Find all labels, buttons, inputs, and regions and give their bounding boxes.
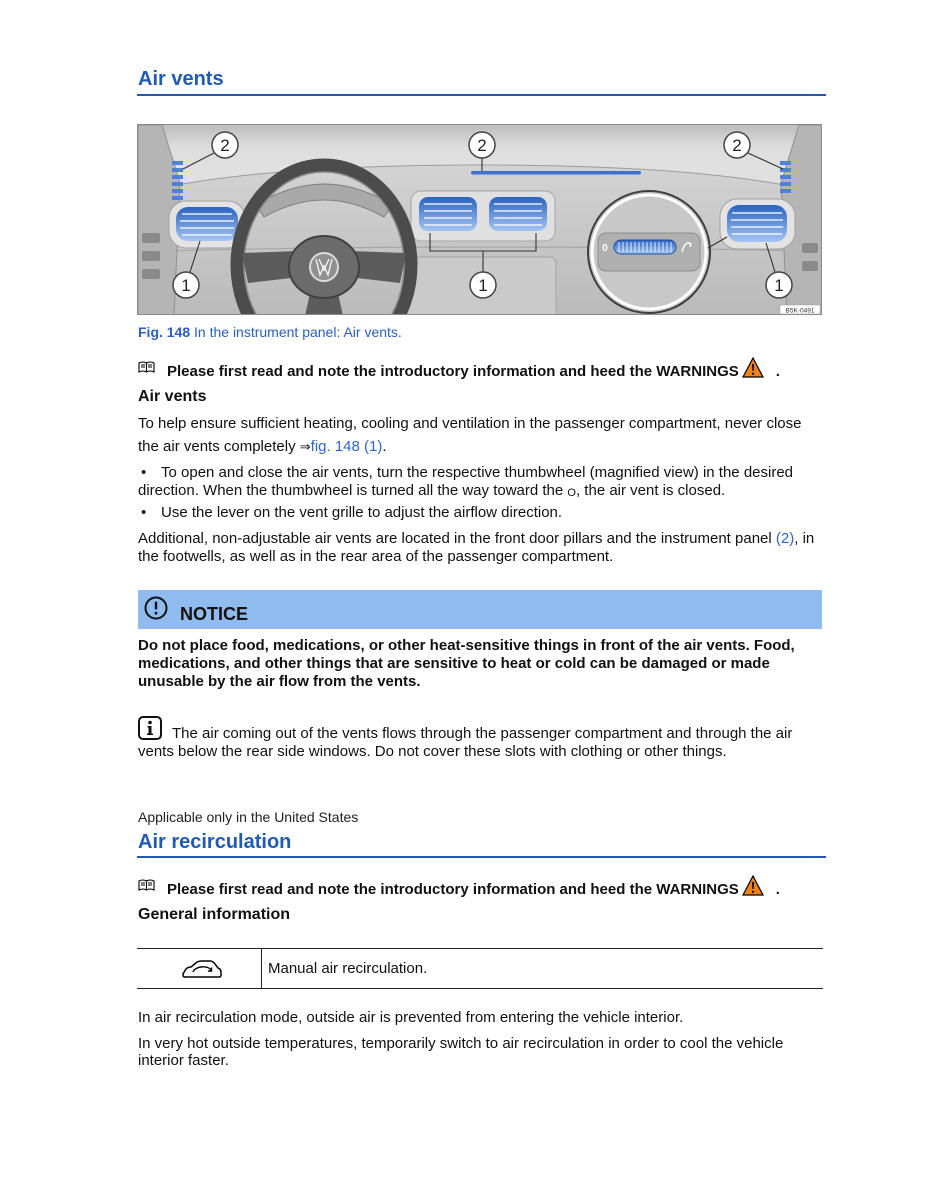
warning-triangle-icon: [742, 357, 764, 378]
right-side-vent: [720, 199, 795, 249]
read-note-period: .: [775, 881, 780, 898]
notice-line-1: Do not place food, medications, or other heat-sensitive things in front of the air vents. Food,: [138, 637, 795, 654]
table-column-divider: [261, 949, 262, 988]
figure-reference-link[interactable]: fig. 148 (1): [310, 438, 383, 455]
table-bottom-border: [137, 988, 823, 989]
cross-reference-arrow: ⇒: [299, 440, 311, 455]
center-vent-right: [489, 197, 547, 231]
figure-caption-text: In the instrument panel: Air vents.: [194, 324, 402, 340]
applicability-note: Applicable only in the United States: [138, 809, 359, 825]
read-note-text: Please first read and note the introductory information and heed the WARNINGS: [167, 881, 739, 898]
image-code-label: [780, 305, 820, 314]
figure-caption: [138, 324, 402, 340]
notice-line-3: unusable by the air flow from the vents.: [138, 673, 421, 690]
door-switch: [142, 269, 160, 279]
info-line-2: vents below the rear side windows. Do not cover these slots with clothing or other things.: [138, 743, 727, 760]
read-note-period: .: [775, 363, 780, 380]
read-note: [167, 357, 780, 381]
recirculation-paragraph-1: In air recirculation mode, outside air is prevented from entering the vehicle interior.: [138, 1009, 684, 1026]
section-title-rule: [137, 94, 826, 96]
door-switch: [142, 233, 160, 243]
intro-line-2-end: .: [382, 438, 387, 455]
callout-1-right: [766, 272, 792, 298]
bullet-1-line-1: To open and close the air vents, turn the respective thumbwheel (magnified view) in the desired: [161, 464, 794, 481]
recirculation-paragraph-2-line-2: interior faster.: [138, 1052, 229, 1069]
callout-2-center: [469, 132, 495, 158]
defrost-vent: [471, 171, 641, 175]
section-title-air-recirculation: Air recirculation: [138, 831, 292, 853]
image-code: B5K-0491: [785, 307, 815, 315]
intro-line-1: To help ensure sufficient heating, cooling and ventilation in the passenger compartment, never close: [138, 415, 802, 432]
book-icon: [138, 878, 155, 890]
callout-number: 2: [220, 136, 230, 155]
book-icon: [138, 360, 155, 372]
door-switch: [802, 243, 818, 253]
car-recirculation-icon: [180, 959, 222, 981]
callout-number: 1: [774, 276, 784, 295]
magnified-view: [588, 191, 710, 313]
thumbwheel-closed-symbol: 0: [602, 243, 608, 254]
intro-line-2-text: the air vents completely: [138, 438, 300, 455]
read-note-text: Please first read and note the introductory information and heed the WARNINGS: [167, 363, 739, 380]
door-switch: [802, 261, 818, 271]
subheading-general-information: General information: [138, 906, 291, 923]
callout-number: 2: [732, 136, 742, 155]
bullet-1-line-2: [138, 482, 725, 501]
additional-line-1-end: , in: [794, 530, 815, 547]
section-title-air-vents: Air vents: [138, 68, 224, 90]
read-note: [167, 875, 780, 899]
callout-1-left: [173, 272, 199, 298]
door-switch: [142, 251, 160, 261]
closed-position-symbol: O: [567, 487, 576, 499]
center-vent-left: [419, 197, 477, 231]
bullet-marker: •: [141, 504, 147, 521]
info-icon: [138, 716, 162, 740]
bullet-1-line-2-text: direction. When the thumbwheel is turned all the way toward the: [138, 482, 568, 499]
callout-1-center: [470, 272, 496, 298]
table-row-description: Manual air recirculation.: [268, 960, 428, 977]
callout-2-right: [724, 132, 750, 158]
bullet-2-line-1: Use the lever on the vent grille to adjust the airflow direction.: [161, 504, 563, 521]
callout-number: 2: [477, 136, 487, 155]
figure-148: [137, 124, 822, 315]
callout-2-left: [212, 132, 238, 158]
recirculation-paragraph-2-line-1: In very hot outside temperatures, temporarily switch to air recirculation in order to cool the vehicle: [138, 1035, 784, 1052]
dashboard-illustration: [138, 125, 822, 315]
notice-line-2: medications, and other things that are sensitive to heat or cold can be damaged or made: [138, 655, 770, 672]
section-title-rule: [137, 856, 826, 858]
info-line-1: The air coming out of the vents flows through the passenger compartment and through the air: [172, 725, 793, 742]
notice-label: NOTICE: [180, 604, 249, 624]
callout-number: 1: [181, 276, 191, 295]
additional-line-1: [138, 530, 814, 548]
exclamation-circle-icon: [144, 596, 168, 620]
intro-line-2: [138, 438, 387, 457]
additional-line-1-text: Additional, non-adjustable air vents are located in the front door pillars and the instrument panel: [138, 530, 776, 547]
figure-caption-label: Fig. 148: [138, 324, 191, 340]
subheading-air-vents: Air vents: [138, 388, 207, 405]
callout-number: 1: [478, 276, 488, 295]
callout-reference-link[interactable]: (2): [775, 530, 795, 547]
bullet-marker: •: [141, 464, 147, 481]
table-top-border: [137, 948, 823, 949]
additional-line-2: the footwells, as well as in the rear area of the passenger compartment.: [138, 548, 614, 565]
left-door-switches: [142, 233, 160, 279]
bullet-1-line-2-end: , the air vent is closed.: [575, 482, 726, 499]
warning-triangle-icon: [742, 875, 764, 896]
